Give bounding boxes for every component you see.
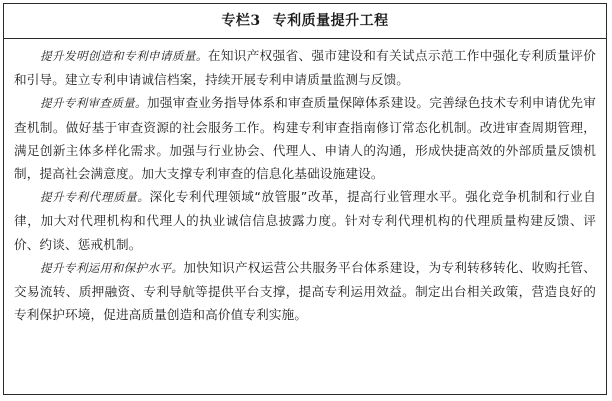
box-title: 专利质量提升工程 — [272, 13, 389, 29]
box-label: 专栏3 — [221, 13, 261, 29]
box-body — [4, 39, 606, 326]
paragraph-lead: 提升专利审查质量。 — [40, 96, 147, 111]
feature-box — [3, 3, 607, 395]
paragraph-text: 加强审查业务指导体系和审查质量保障体系建设。完善绿色技术专利申请优先审查机制。做好基于审查资源的社会服务工作。构建专利审查指南修订常态化机制。改进审查周期管理，满足创新主体多样化需求。加强与行业协会、代理人、申请人的沟通，形成快捷高效的外部质量反馈机制，提高社会满意度。加大支撑专利审查的信息化基础设施建设。 — [14, 95, 596, 182]
paragraph-text: 深化专利代理领域“放管服”改革，提高行业管理水平。强化竞争机制和行业自律，加大对代理机构和代理人的执业诚信信息披露力度。针对专利代理机构的代理质量构建反馈、评价、约谈、惩戒机制。 — [14, 189, 596, 252]
paragraph-lead: 提升专利运用和保护水平。 — [40, 260, 184, 275]
paragraph-utilization-protection — [14, 256, 596, 327]
paragraph-examination-quality — [14, 91, 596, 185]
box-header — [4, 4, 606, 39]
paragraph-lead: 提升专利代理质量。 — [40, 190, 150, 205]
paragraph-invention-quality — [14, 44, 596, 91]
paragraph-lead: 提升发明创造和专利申请质量。 — [40, 49, 208, 63]
paragraph-text: 在知识产权强省、强市建设和有关试点示范工作中强化专利质量评价和引导。建立专利申请诚信档案，持续开展专利申请质量监测与反馈。 — [14, 48, 596, 88]
paragraph-text: 加快知识产权运营公共服务平台体系建设，为专利转移转化、收购托管、交易流转、质押融资、专利导航等提供平台支撑，提高专利运用效益。制定出台相关政策，营造良好的专利保护环境，促进高质量创造和高价值专利实施。 — [14, 259, 596, 323]
paragraph-agency-quality — [14, 185, 596, 256]
